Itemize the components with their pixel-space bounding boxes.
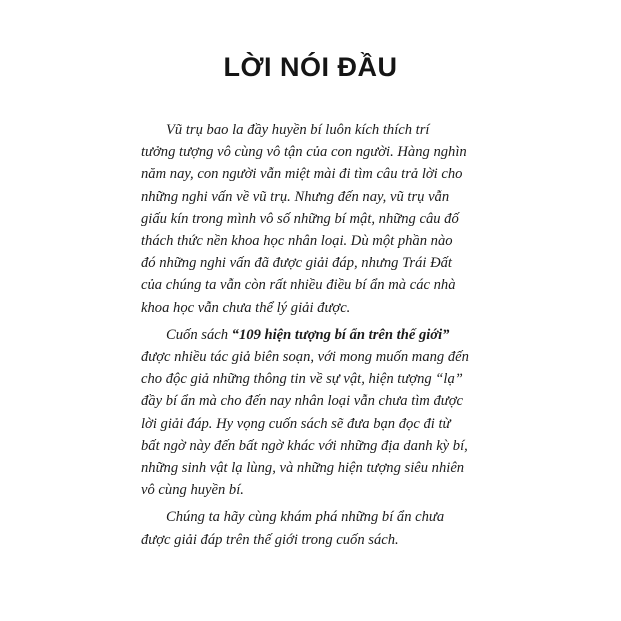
text-line bbox=[141, 324, 493, 346]
text-fragment: Cuốn sách bbox=[166, 326, 232, 343]
text-line: cho độc giả những thông tin về sự vật, hiện tượng “lạ” bbox=[141, 371, 463, 388]
text-line: những nghi vấn về vũ trụ. Nhưng đến nay, vũ trụ vẫn bbox=[141, 188, 450, 205]
text-line: bất ngờ này đến bất ngờ khác với những địa danh kỳ bí, bbox=[141, 437, 468, 454]
text-line: Chúng ta hãy cùng khám phá những bí ẩn chưa bbox=[166, 509, 445, 526]
text-line: thách thức nền khoa học nhân loại. Dù một phần nào bbox=[141, 233, 453, 250]
text-line: Vũ trụ bao la đầy huyền bí luôn kích thích trí bbox=[166, 122, 430, 138]
text-line: năm nay, con người vẫn miệt mài đi tìm câu trả lời cho bbox=[141, 166, 463, 183]
text-line: giấu kín trong mình vô số những bí mật, những câu đố bbox=[141, 210, 459, 227]
page-title: LỜI NÓI ĐẦU bbox=[223, 52, 398, 82]
text-line: những sinh vật lạ lùng, và những hiện tượng siêu nhiên bbox=[141, 460, 465, 477]
text-line: lời giải đáp. Hy vọng cuốn sách sẽ đưa bạn đọc đi từ bbox=[141, 415, 451, 432]
text-line: đó những nghi vấn đã được giải đáp, nhưng Trái Đất bbox=[141, 255, 452, 272]
paragraph-1 bbox=[141, 119, 493, 319]
text-line: được giải đáp trên thế giới trong cuốn sách. bbox=[141, 531, 399, 548]
text-line: đầy bí ẩn mà cho đến nay nhân loại vẫn chưa tìm được bbox=[141, 393, 464, 410]
preface-body bbox=[141, 119, 493, 556]
text-line: khoa học vẫn chưa thể lý giải được. bbox=[141, 299, 351, 316]
paragraph-3 bbox=[141, 506, 493, 550]
text-line: vô cùng huyền bí. bbox=[141, 482, 244, 499]
text-line: tưởng tượng vô cùng vô tận của con người. Hàng nghìn bbox=[141, 144, 467, 161]
text-line: của chúng ta vẫn còn rất nhiều điều bí ẩn mà các nhà bbox=[141, 277, 456, 294]
book-title: “109 hiện tượng bí ẩn trên thế giới” bbox=[231, 326, 450, 343]
paragraph-2 bbox=[141, 324, 493, 502]
text-line: được nhiều tác giả biên soạn, với mong muốn mang đến bbox=[141, 349, 469, 366]
